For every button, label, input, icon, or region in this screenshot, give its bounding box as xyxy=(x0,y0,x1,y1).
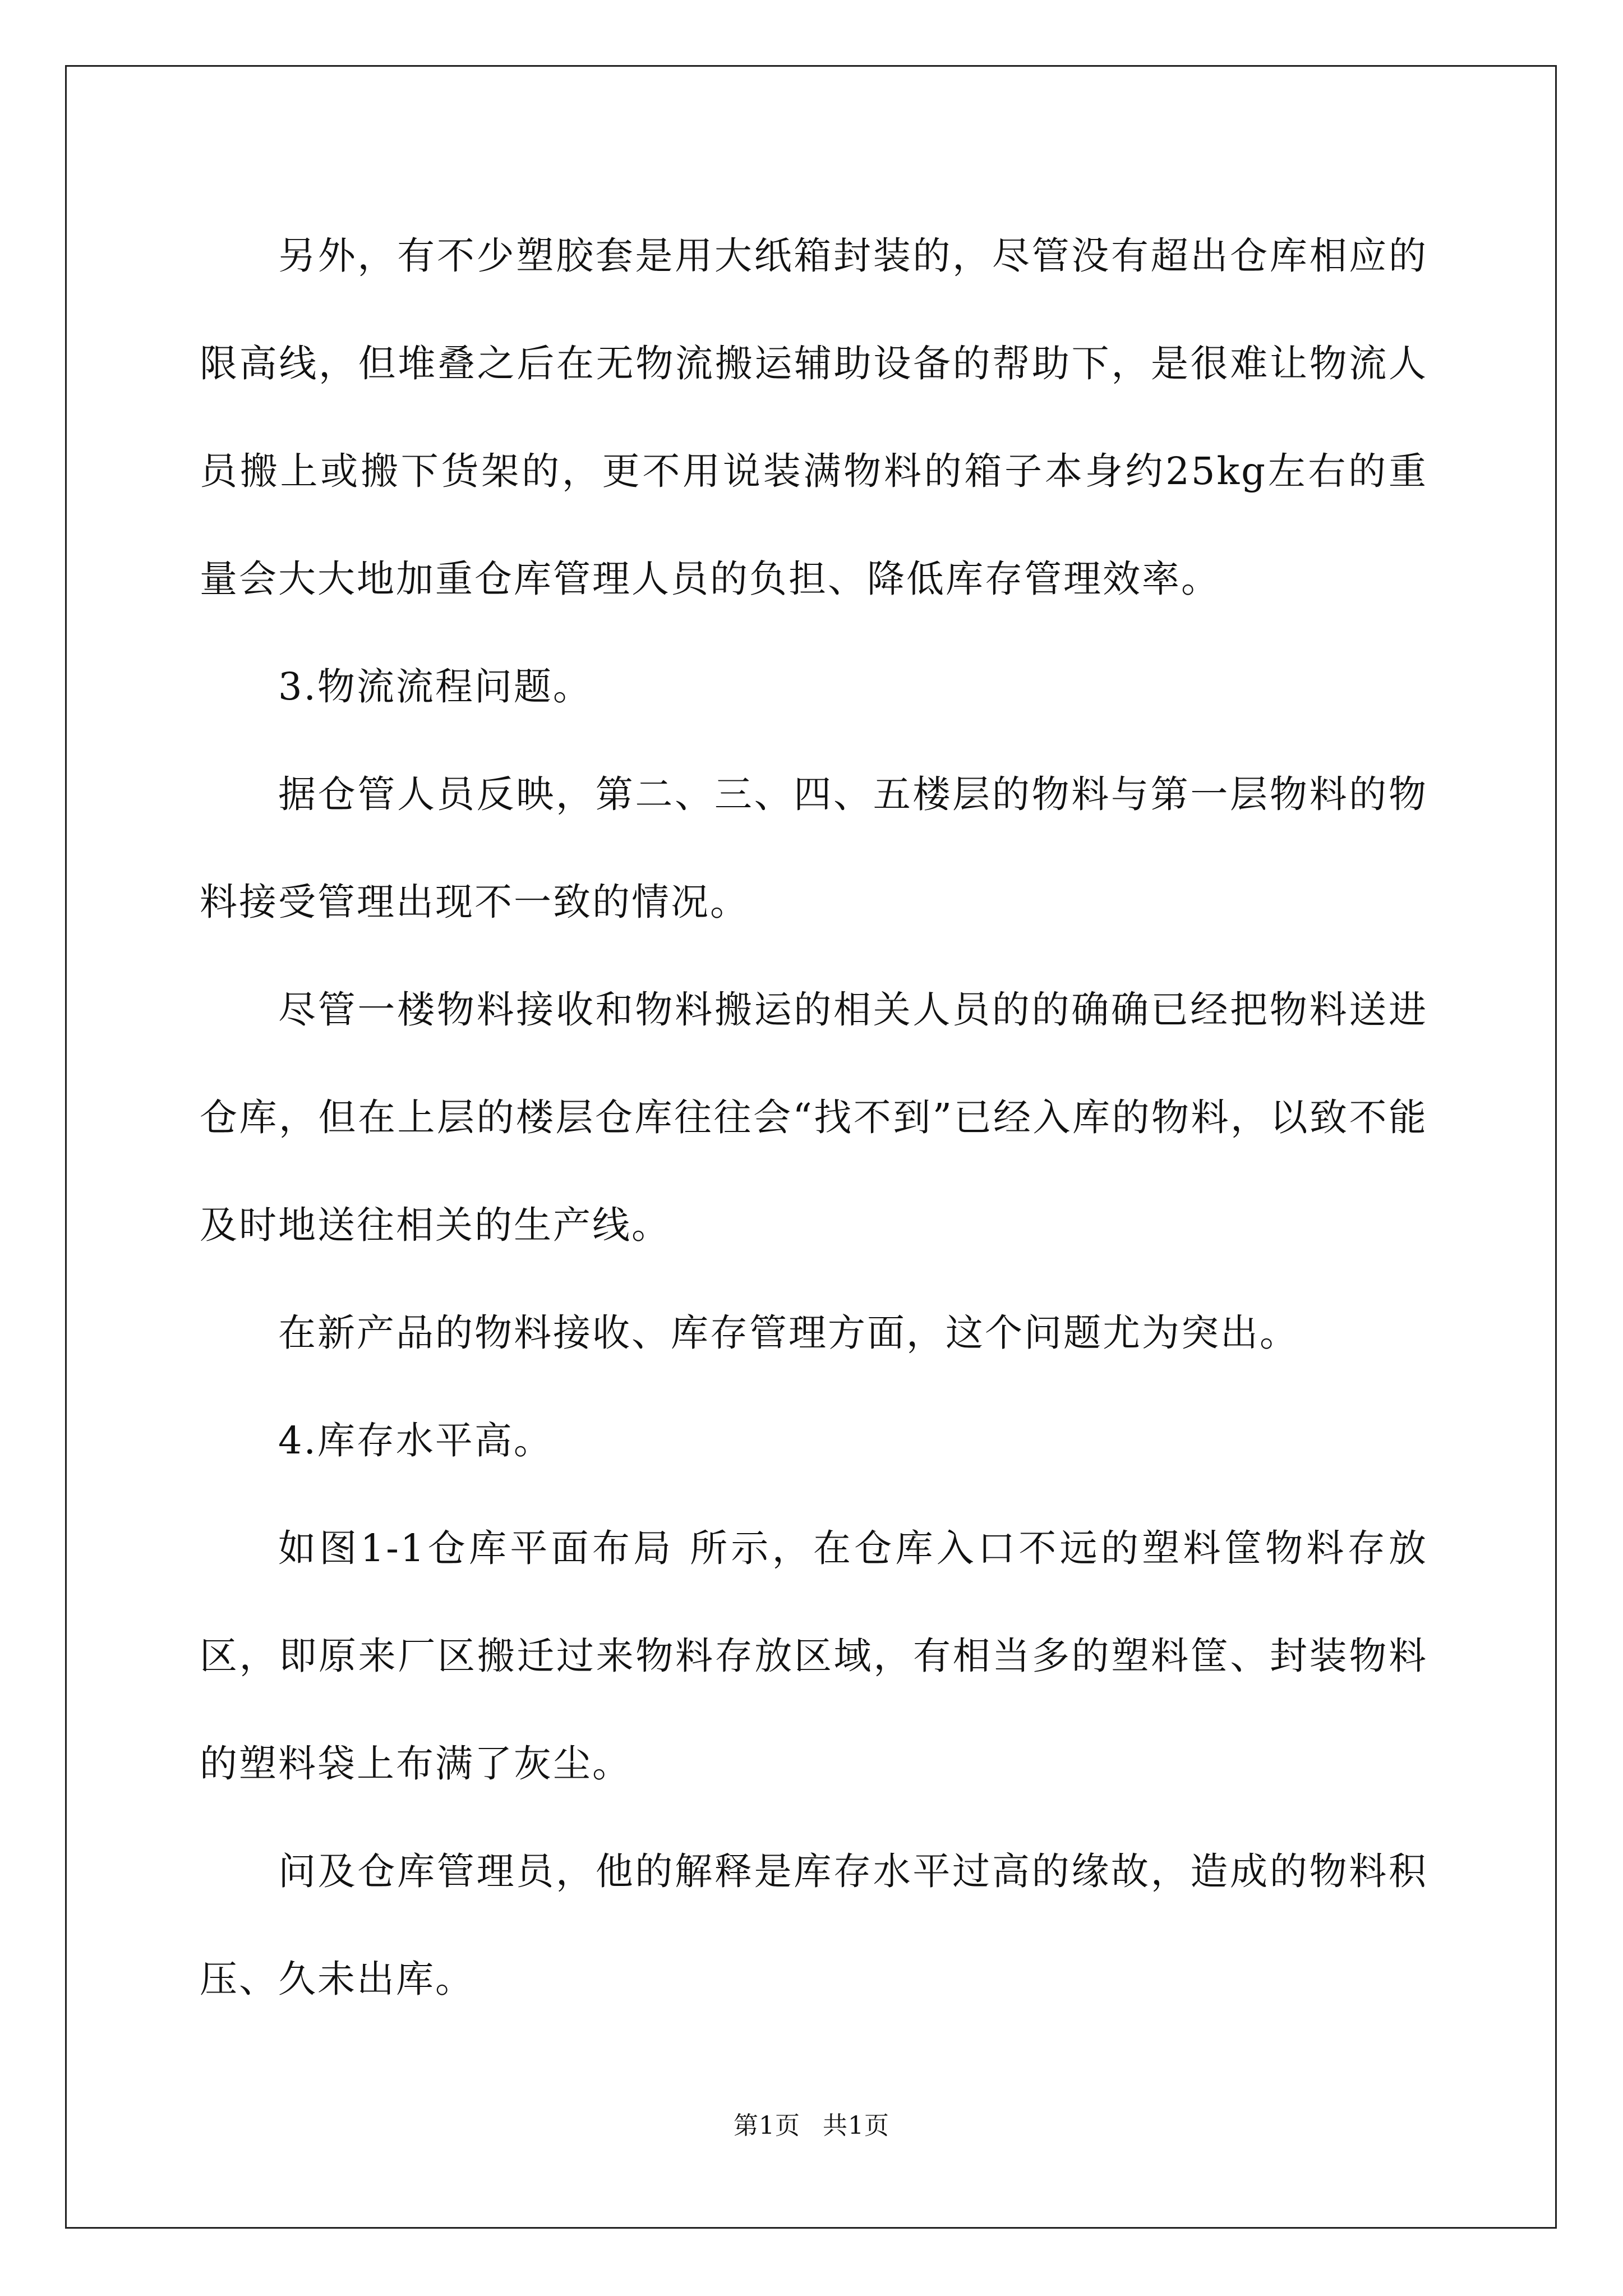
page-total: 共1页 xyxy=(823,2111,889,2140)
paragraph: 在新产品的物料接收、库存管理方面，这个问题尤为突出。 xyxy=(278,1311,1299,1355)
paragraph: 据仓管人员反映，第二、三、四、五楼层的物料与第一层物料的物料接受管理出现不一致的情况。 xyxy=(200,772,1428,924)
page-number: 第1页 xyxy=(734,2111,800,2140)
paragraph: 尽管一楼物料接收和物料搬运的相关人员的的确确已经把物料送进仓库，但在上层的楼层仓库往往会“找不到”已经入库的物料，以致不能及时地送往相关的生产线。 xyxy=(200,988,1428,1247)
paragraph: 问及仓库管理员，他的解释是库存水平过高的缘故，造成的物料积压、久未出库。 xyxy=(200,1849,1428,2001)
paragraph: 另外，有不少塑胶套是用大纸箱封装的，尽管没有超出仓库相应的限高线，但堆叠之后在无物流搬运辅助设备的帮助下，是很难让物流人员搬上或搬下货架的，更不用说装满物料的箱子本身约25kg左右的重量会大大地加重仓库管理人员的负担、降低库存管理效率。 xyxy=(200,234,1428,601)
paragraph: 如图1-1仓库平面布局 所示，在仓库入口不远的塑料筐物料存放区，即原来厂区搬迁过来物料存放区域，有相当多的塑料筐、封装物料的塑料袋上布满了灰尘。 xyxy=(200,1526,1428,1786)
section-heading: 4.库存水平高。 xyxy=(278,1419,553,1462)
page-footer xyxy=(0,2109,1623,2143)
document-body xyxy=(200,202,1428,2033)
section-heading: 3.物流流程问题。 xyxy=(278,665,592,708)
